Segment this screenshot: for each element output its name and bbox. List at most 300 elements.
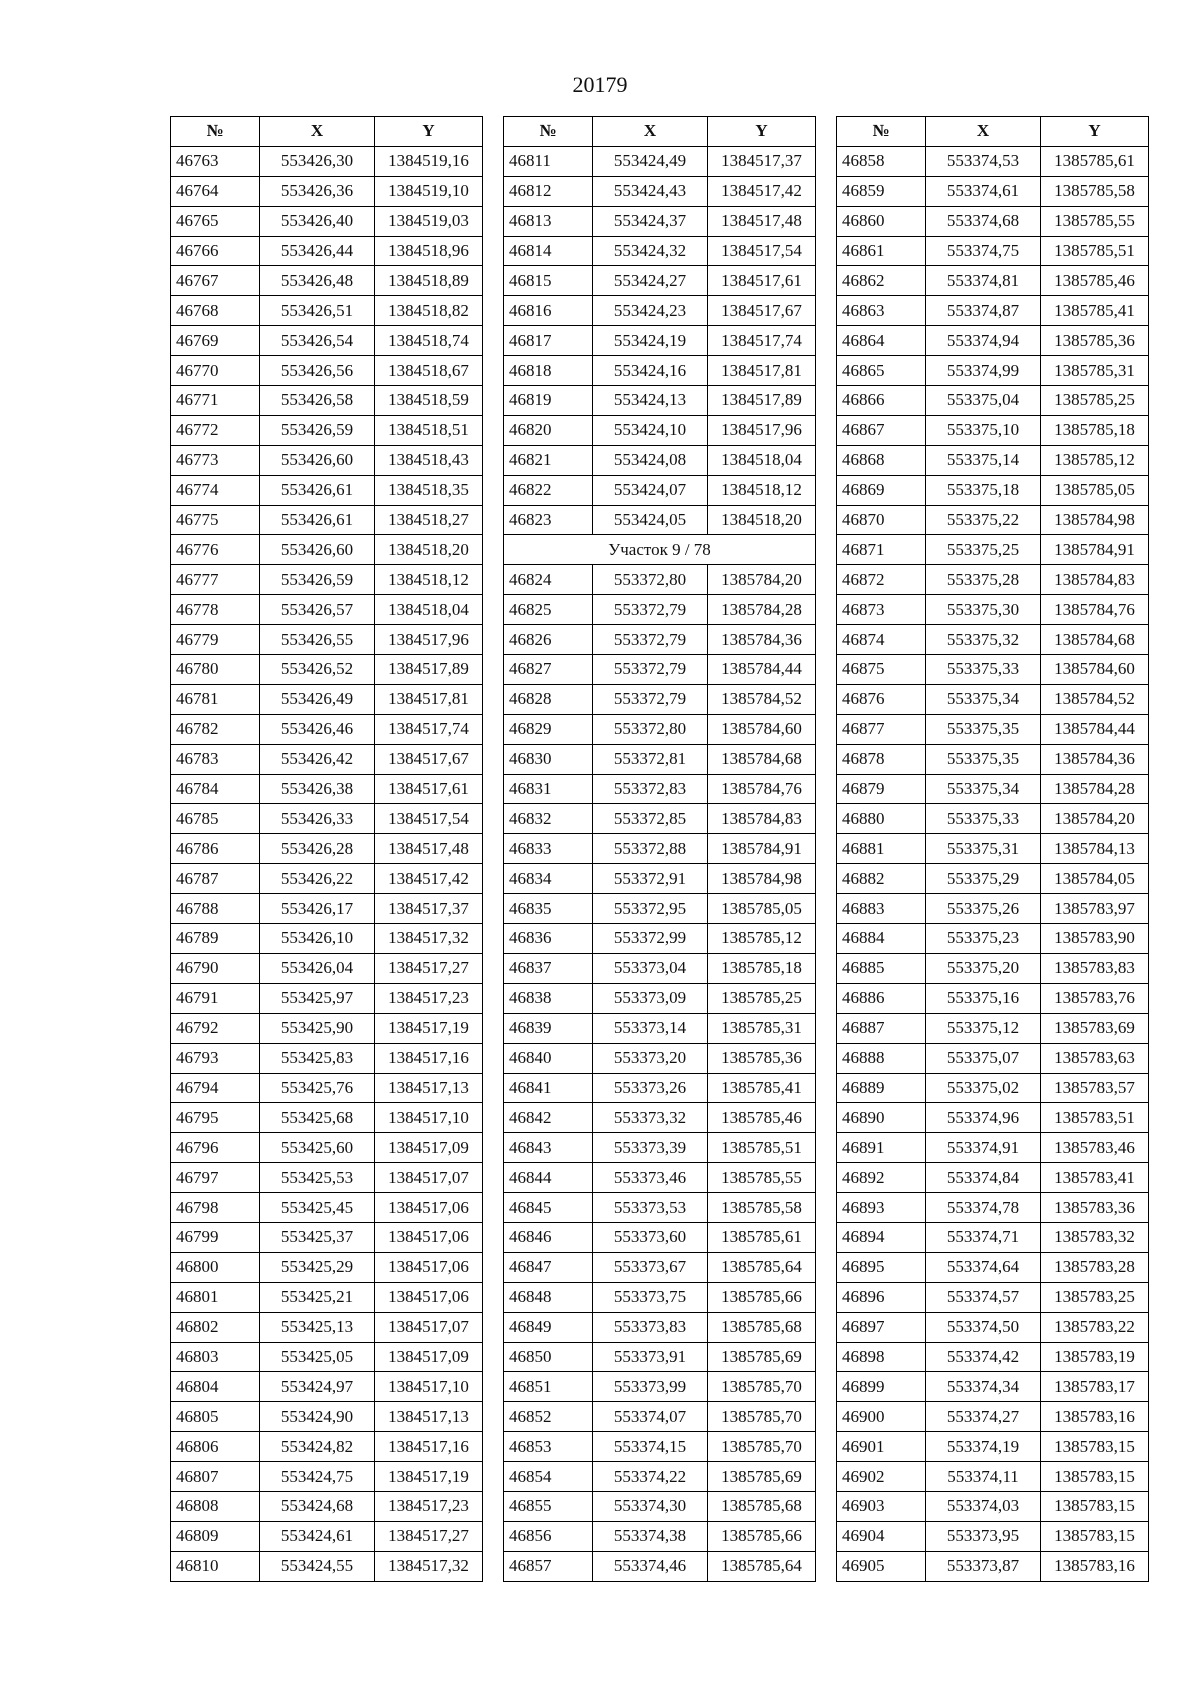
cell-point-number: 46877 <box>837 714 926 744</box>
cell-point-number: 46898 <box>837 1342 926 1372</box>
cell-y: 1385784,98 <box>708 864 816 894</box>
cell-x: 553374,50 <box>926 1312 1041 1342</box>
cell-point-number: 46871 <box>837 535 926 565</box>
cell-y: 1385784,13 <box>1041 834 1149 864</box>
cell-point-number: 46772 <box>171 415 260 445</box>
cell-x: 553374,27 <box>926 1402 1041 1432</box>
cell-y: 1384517,67 <box>375 744 483 774</box>
cell-x: 553375,22 <box>926 505 1041 535</box>
cell-x: 553374,22 <box>593 1462 708 1492</box>
cell-y: 1384517,81 <box>708 356 816 386</box>
cell-y: 1385785,69 <box>708 1342 816 1372</box>
table-row <box>504 1163 816 1193</box>
cell-x: 553426,46 <box>260 714 375 744</box>
cell-point-number: 46834 <box>504 864 593 894</box>
table-row <box>504 1491 816 1521</box>
cell-x: 553426,54 <box>260 326 375 356</box>
cell-x: 553374,30 <box>593 1491 708 1521</box>
table-row <box>171 894 483 924</box>
cell-point-number: 46822 <box>504 475 593 505</box>
cell-point-number: 46777 <box>171 565 260 595</box>
cell-x: 553375,33 <box>926 804 1041 834</box>
table-row <box>171 774 483 804</box>
table-row <box>504 924 816 954</box>
cell-point-number: 46843 <box>504 1133 593 1163</box>
cell-x: 553374,42 <box>926 1342 1041 1372</box>
table-row <box>837 1252 1149 1282</box>
cell-y: 1384517,09 <box>375 1342 483 1372</box>
cell-x: 553374,57 <box>926 1282 1041 1312</box>
cell-point-number: 46782 <box>171 714 260 744</box>
table-row <box>504 625 816 655</box>
cell-point-number: 46895 <box>837 1252 926 1282</box>
table-row <box>837 1462 1149 1492</box>
table-row <box>504 505 816 535</box>
cell-x: 553373,99 <box>593 1372 708 1402</box>
table-row <box>837 744 1149 774</box>
cell-y: 1384517,10 <box>375 1103 483 1133</box>
cell-x: 553374,91 <box>926 1133 1041 1163</box>
cell-y: 1385784,52 <box>1041 684 1149 714</box>
cell-y: 1385783,25 <box>1041 1282 1149 1312</box>
cell-x: 553375,29 <box>926 864 1041 894</box>
cell-y: 1385785,70 <box>708 1402 816 1432</box>
table-row <box>171 1551 483 1581</box>
cell-point-number: 46847 <box>504 1252 593 1282</box>
cell-x: 553425,29 <box>260 1252 375 1282</box>
cell-x: 553373,67 <box>593 1252 708 1282</box>
cell-y: 1385783,41 <box>1041 1163 1149 1193</box>
table-row <box>504 236 816 266</box>
table-row <box>837 356 1149 386</box>
cell-y: 1384517,96 <box>708 415 816 445</box>
cell-point-number: 46897 <box>837 1312 926 1342</box>
table-row <box>171 1043 483 1073</box>
cell-x: 553374,78 <box>926 1193 1041 1223</box>
cell-point-number: 46839 <box>504 1013 593 1043</box>
cell-point-number: 46865 <box>837 356 926 386</box>
table-row <box>171 356 483 386</box>
cell-x: 553373,91 <box>593 1342 708 1372</box>
table-row <box>504 1133 816 1163</box>
table-row <box>837 595 1149 625</box>
table-row <box>837 1402 1149 1432</box>
table-row <box>837 445 1149 475</box>
table-header-row <box>171 117 483 147</box>
cell-x: 553374,75 <box>926 236 1041 266</box>
cell-x: 553372,83 <box>593 774 708 804</box>
header-y: Y <box>375 117 483 147</box>
cell-point-number: 46817 <box>504 326 593 356</box>
cell-x: 553375,33 <box>926 655 1041 685</box>
cell-x: 553426,56 <box>260 356 375 386</box>
cell-x: 553424,75 <box>260 1462 375 1492</box>
cell-point-number: 46853 <box>504 1432 593 1462</box>
table-row <box>837 924 1149 954</box>
cell-point-number: 46882 <box>837 864 926 894</box>
table-row <box>837 774 1149 804</box>
cell-point-number: 46886 <box>837 983 926 1013</box>
table-row <box>837 1133 1149 1163</box>
cell-point-number: 46899 <box>837 1372 926 1402</box>
cell-point-number: 46765 <box>171 206 260 236</box>
cell-x: 553373,32 <box>593 1103 708 1133</box>
cell-y: 1384517,61 <box>708 266 816 296</box>
cell-x: 553426,61 <box>260 475 375 505</box>
cell-point-number: 46836 <box>504 924 593 954</box>
table-row <box>504 1073 816 1103</box>
cell-y: 1385783,16 <box>1041 1551 1149 1581</box>
table-row <box>171 386 483 416</box>
cell-y: 1384517,67 <box>708 296 816 326</box>
table-row <box>837 1163 1149 1193</box>
cell-y: 1385785,41 <box>708 1073 816 1103</box>
cell-point-number: 46804 <box>171 1372 260 1402</box>
cell-y: 1385784,68 <box>1041 625 1149 655</box>
cell-y: 1385783,97 <box>1041 894 1149 924</box>
table-row <box>504 1282 816 1312</box>
table-row <box>837 684 1149 714</box>
cell-point-number: 46885 <box>837 953 926 983</box>
cell-point-number: 46776 <box>171 535 260 565</box>
table-row <box>504 1312 816 1342</box>
table-row <box>837 565 1149 595</box>
cell-x: 553372,80 <box>593 714 708 744</box>
cell-x: 553375,12 <box>926 1013 1041 1043</box>
cell-y: 1385785,55 <box>1041 206 1149 236</box>
cell-x: 553424,43 <box>593 176 708 206</box>
cell-point-number: 46861 <box>837 236 926 266</box>
cell-y: 1384517,42 <box>708 176 816 206</box>
table-row <box>837 176 1149 206</box>
cell-point-number: 46794 <box>171 1073 260 1103</box>
cell-y: 1384518,12 <box>375 565 483 595</box>
table-row <box>504 1462 816 1492</box>
cell-y: 1385783,51 <box>1041 1103 1149 1133</box>
header-x: X <box>593 117 708 147</box>
table-row <box>171 296 483 326</box>
header-y: Y <box>708 117 816 147</box>
cell-x: 553375,32 <box>926 625 1041 655</box>
cell-x: 553425,90 <box>260 1013 375 1043</box>
cell-point-number: 46807 <box>171 1462 260 1492</box>
cell-y: 1385785,64 <box>708 1252 816 1282</box>
table-row <box>504 386 816 416</box>
coordinates-table-2 <box>503 116 816 1582</box>
cell-y: 1385784,83 <box>708 804 816 834</box>
cell-x: 553424,61 <box>260 1521 375 1551</box>
cell-point-number: 46773 <box>171 445 260 475</box>
cell-point-number: 46851 <box>504 1372 593 1402</box>
cell-x: 553374,07 <box>593 1402 708 1432</box>
cell-point-number: 46841 <box>504 1073 593 1103</box>
cell-point-number: 46767 <box>171 266 260 296</box>
cell-y: 1385785,31 <box>708 1013 816 1043</box>
cell-x: 553426,30 <box>260 146 375 176</box>
cell-y: 1385785,66 <box>708 1521 816 1551</box>
cell-y: 1385784,20 <box>708 565 816 595</box>
cell-point-number: 46829 <box>504 714 593 744</box>
cell-x: 553424,16 <box>593 356 708 386</box>
cell-x: 553424,19 <box>593 326 708 356</box>
cell-y: 1384517,16 <box>375 1432 483 1462</box>
table-row <box>504 894 816 924</box>
cell-x: 553424,23 <box>593 296 708 326</box>
cell-point-number: 46876 <box>837 684 926 714</box>
cell-x: 553375,34 <box>926 774 1041 804</box>
cell-y: 1385784,36 <box>1041 744 1149 774</box>
table-row <box>837 415 1149 445</box>
cell-y: 1384517,06 <box>375 1193 483 1223</box>
cell-y: 1384517,89 <box>708 386 816 416</box>
cell-point-number: 46884 <box>837 924 926 954</box>
cell-y: 1385785,36 <box>708 1043 816 1073</box>
table-row <box>504 1103 816 1133</box>
cell-x: 553424,13 <box>593 386 708 416</box>
cell-x: 553374,94 <box>926 326 1041 356</box>
cell-x: 553374,81 <box>926 266 1041 296</box>
cell-x: 553372,80 <box>593 565 708 595</box>
cell-x: 553425,21 <box>260 1282 375 1312</box>
cell-point-number: 46769 <box>171 326 260 356</box>
cell-x: 553426,60 <box>260 535 375 565</box>
cell-point-number: 46870 <box>837 505 926 535</box>
table-row <box>171 146 483 176</box>
cell-y: 1385783,17 <box>1041 1372 1149 1402</box>
cell-point-number: 46763 <box>171 146 260 176</box>
cell-y: 1384518,20 <box>375 535 483 565</box>
cell-y: 1384517,32 <box>375 924 483 954</box>
cell-y: 1385785,18 <box>708 953 816 983</box>
cell-point-number: 46775 <box>171 505 260 535</box>
table-row <box>171 834 483 864</box>
cell-y: 1385783,63 <box>1041 1043 1149 1073</box>
cell-x: 553375,02 <box>926 1073 1041 1103</box>
cell-point-number: 46904 <box>837 1521 926 1551</box>
cell-y: 1384517,07 <box>375 1312 483 1342</box>
cell-x: 553426,22 <box>260 864 375 894</box>
cell-point-number: 46808 <box>171 1491 260 1521</box>
table-row <box>171 1372 483 1402</box>
cell-y: 1385783,16 <box>1041 1402 1149 1432</box>
cell-y: 1385784,98 <box>1041 505 1149 535</box>
cell-y: 1385785,55 <box>708 1163 816 1193</box>
cell-point-number: 46855 <box>504 1491 593 1521</box>
cell-x: 553426,59 <box>260 565 375 595</box>
cell-x: 553375,31 <box>926 834 1041 864</box>
header-no: № <box>504 117 593 147</box>
table-row <box>171 176 483 206</box>
cell-x: 553426,42 <box>260 744 375 774</box>
cell-point-number: 46903 <box>837 1491 926 1521</box>
cell-point-number: 46785 <box>171 804 260 834</box>
cell-x: 553424,37 <box>593 206 708 236</box>
cell-x: 553425,83 <box>260 1043 375 1073</box>
cell-y: 1385783,15 <box>1041 1491 1149 1521</box>
coordinates-table-3 <box>836 116 1149 1582</box>
table-row <box>837 834 1149 864</box>
cell-y: 1384517,23 <box>375 1491 483 1521</box>
table-row <box>504 296 816 326</box>
cell-y: 1384518,04 <box>375 595 483 625</box>
cell-y: 1385785,46 <box>708 1103 816 1133</box>
cell-point-number: 46814 <box>504 236 593 266</box>
cell-point-number: 46779 <box>171 625 260 655</box>
cell-point-number: 46771 <box>171 386 260 416</box>
cell-x: 553372,79 <box>593 684 708 714</box>
cell-point-number: 46778 <box>171 595 260 625</box>
cell-y: 1384518,51 <box>375 415 483 445</box>
table-row <box>504 774 816 804</box>
table-row <box>171 535 483 565</box>
cell-x: 553425,13 <box>260 1312 375 1342</box>
cell-point-number: 46783 <box>171 744 260 774</box>
table-row <box>171 1222 483 1252</box>
cell-x: 553425,97 <box>260 983 375 1013</box>
cell-point-number: 46874 <box>837 625 926 655</box>
cell-x: 553375,16 <box>926 983 1041 1013</box>
cell-point-number: 46816 <box>504 296 593 326</box>
cell-y: 1385783,90 <box>1041 924 1149 954</box>
table-row <box>504 1193 816 1223</box>
table-row <box>504 714 816 744</box>
cell-point-number: 46842 <box>504 1103 593 1133</box>
cell-y: 1384519,03 <box>375 206 483 236</box>
cell-x: 553373,39 <box>593 1133 708 1163</box>
cell-x: 553375,26 <box>926 894 1041 924</box>
cell-point-number: 46900 <box>837 1402 926 1432</box>
cell-y: 1384518,43 <box>375 445 483 475</box>
cell-y: 1385785,61 <box>708 1222 816 1252</box>
cell-y: 1384518,04 <box>708 445 816 475</box>
table-row <box>837 1103 1149 1133</box>
cell-point-number: 46893 <box>837 1193 926 1223</box>
table-row <box>171 206 483 236</box>
cell-point-number: 46854 <box>504 1462 593 1492</box>
cell-y: 1384518,12 <box>708 475 816 505</box>
table-row <box>504 684 816 714</box>
table-row <box>171 266 483 296</box>
cell-y: 1384518,67 <box>375 356 483 386</box>
header-no: № <box>171 117 260 147</box>
cell-x: 553426,48 <box>260 266 375 296</box>
table-row <box>171 1073 483 1103</box>
cell-y: 1384517,27 <box>375 1521 483 1551</box>
table-row <box>171 1282 483 1312</box>
cell-x: 553424,90 <box>260 1402 375 1432</box>
cell-y: 1384517,81 <box>375 684 483 714</box>
cell-x: 553373,26 <box>593 1073 708 1103</box>
table-row <box>171 1432 483 1462</box>
table-row <box>837 1551 1149 1581</box>
table-row <box>171 1163 483 1193</box>
cell-y: 1385784,76 <box>708 774 816 804</box>
table-row <box>504 804 816 834</box>
cell-y: 1385785,05 <box>1041 475 1149 505</box>
cell-y: 1385785,25 <box>1041 386 1149 416</box>
table-row <box>504 475 816 505</box>
cell-x: 553424,32 <box>593 236 708 266</box>
cell-point-number: 46872 <box>837 565 926 595</box>
cell-x: 553424,10 <box>593 415 708 445</box>
cell-point-number: 46864 <box>837 326 926 356</box>
cell-x: 553372,85 <box>593 804 708 834</box>
cell-point-number: 46803 <box>171 1342 260 1372</box>
table-row <box>504 864 816 894</box>
table-row <box>504 983 816 1013</box>
cell-y: 1384518,74 <box>375 326 483 356</box>
cell-x: 553373,87 <box>926 1551 1041 1581</box>
cell-y: 1385784,60 <box>1041 655 1149 685</box>
table-row <box>504 744 816 774</box>
cell-point-number: 46815 <box>504 266 593 296</box>
cell-y: 1384517,16 <box>375 1043 483 1073</box>
table-row <box>504 1043 816 1073</box>
cell-point-number: 46819 <box>504 386 593 416</box>
cell-x: 553424,55 <box>260 1551 375 1581</box>
table-row <box>504 1521 816 1551</box>
cell-y: 1384518,20 <box>708 505 816 535</box>
table-row <box>837 953 1149 983</box>
cell-x: 553373,95 <box>926 1521 1041 1551</box>
cell-y: 1384517,09 <box>375 1133 483 1163</box>
cell-x: 553425,68 <box>260 1103 375 1133</box>
cell-y: 1385785,41 <box>1041 296 1149 326</box>
header-y: Y <box>1041 117 1149 147</box>
header-no: № <box>837 117 926 147</box>
table-row <box>171 1013 483 1043</box>
table-row <box>171 1252 483 1282</box>
cell-point-number: 46892 <box>837 1163 926 1193</box>
table-row <box>837 804 1149 834</box>
cell-point-number: 46797 <box>171 1163 260 1193</box>
cell-point-number: 46888 <box>837 1043 926 1073</box>
cell-x: 553372,79 <box>593 595 708 625</box>
cell-y: 1385784,28 <box>708 595 816 625</box>
table-row <box>837 326 1149 356</box>
table-row <box>171 1462 483 1492</box>
cell-point-number: 46789 <box>171 924 260 954</box>
cell-point-number: 46849 <box>504 1312 593 1342</box>
cell-x: 553424,68 <box>260 1491 375 1521</box>
cell-point-number: 46825 <box>504 595 593 625</box>
cell-point-number: 46830 <box>504 744 593 774</box>
cell-x: 553375,14 <box>926 445 1041 475</box>
cell-y: 1384517,32 <box>375 1551 483 1581</box>
cell-x: 553426,60 <box>260 445 375 475</box>
cell-y: 1385783,57 <box>1041 1073 1149 1103</box>
cell-y: 1384517,27 <box>375 953 483 983</box>
table-row <box>171 804 483 834</box>
cell-y: 1385785,70 <box>708 1372 816 1402</box>
cell-point-number: 46858 <box>837 146 926 176</box>
header-x: X <box>260 117 375 147</box>
table-header-row <box>837 117 1149 147</box>
cell-x: 553374,15 <box>593 1432 708 1462</box>
cell-point-number: 46793 <box>171 1043 260 1073</box>
section-row <box>504 535 816 565</box>
table-row <box>171 1491 483 1521</box>
cell-x: 553426,55 <box>260 625 375 655</box>
table-row <box>171 1103 483 1133</box>
cell-y: 1385784,44 <box>708 655 816 685</box>
cell-point-number: 46837 <box>504 953 593 983</box>
cell-point-number: 46905 <box>837 1551 926 1581</box>
cell-point-number: 46879 <box>837 774 926 804</box>
table-row <box>837 1372 1149 1402</box>
cell-point-number: 46889 <box>837 1073 926 1103</box>
cell-y: 1385783,22 <box>1041 1312 1149 1342</box>
